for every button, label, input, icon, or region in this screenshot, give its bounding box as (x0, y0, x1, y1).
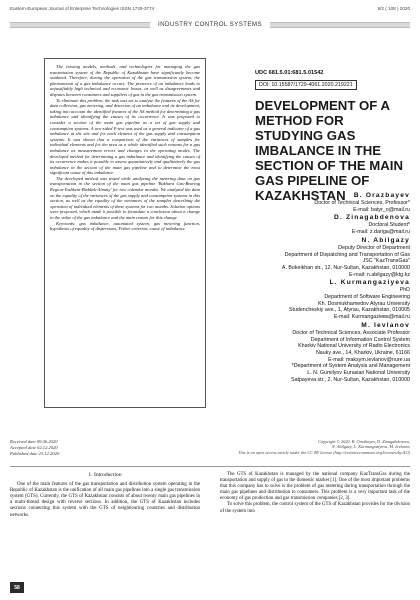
author-affiliation: Department of Software Engineering (324, 294, 410, 301)
author-affiliation: Doctor of Technical Sciences, Professor* (314, 200, 410, 206)
band-left (10, 22, 150, 28)
author-name: M. Ievlanov (361, 321, 410, 329)
author-name: D. Zinagabdenova (334, 214, 410, 222)
article-dates (10, 439, 59, 457)
author-email[interactable]: E-mail: n.abilgazy@ktg.kz (348, 271, 410, 278)
running-header (10, 6, 410, 11)
keywords: Keywords: gas imbalance, automated system, gas metering function, hypothesis of equality of dispersions, Fisher criterion, cause of imbalance (50, 220, 200, 232)
copyright-line: N. Abilgazy, L. Kurmangaziyeva, M. Ievlanov (331, 444, 410, 450)
copyright-line: Copyright © 2020, B. Orazbayev, D. Zinagabdenova, (318, 439, 410, 444)
body-paragraph: To solve this problem, the control system of the GTS of Kazakhstan provides for the division of the system into (220, 502, 410, 514)
author-block (218, 237, 410, 279)
author-email[interactable]: E-mail: Kurmangaziева@mail.ru (333, 314, 410, 321)
journal-name: Eastern-European Journal of Enterprise Technologies ISSN 1729-3774 (10, 6, 155, 11)
author-list (218, 192, 410, 384)
author-affiliation: Deputy Director of Department (338, 244, 410, 251)
author-address: Studencheskiy ave., 1, Atyrau, Kazakhstan, 010005 (288, 307, 410, 314)
author-block (218, 214, 410, 235)
author-block (218, 279, 410, 321)
author-affiliation: PhD (399, 287, 410, 294)
issue-number: 6/2 ( 108 ) 2020 (377, 6, 410, 11)
copyright-notice (215, 439, 410, 455)
body-column-right (220, 472, 410, 515)
author-email[interactable]: E-mail: maksym.ievlanov@nure.ua (328, 356, 410, 363)
author-affiliation: JSC "KazTransGas" (362, 258, 410, 265)
author-affiliation: Department of Dispatching and Transportation of Gas (284, 251, 410, 258)
author-name: B. Orazbayev (353, 192, 410, 199)
author-affiliation: Doctoral Student* (368, 222, 410, 229)
abstract-box (44, 58, 206, 408)
author-email[interactable]: E-mail: batyr_o@mail.ru (353, 206, 410, 213)
abstract-paragraph: The developed method was tested while analyzing the metering data on gas transportation in the section of the main gas pipeline 'Bukhara Gas-Bearing Region-Tashkent-Bishkek-Almaty' for two calendar months. We analyzed the data on the equality of the variances of the gas supply and consumption systems in this section, as well as the equality of the variances of the samples describing the operation of individual elements of these systems for two months. Solution options were proposed, which made it possible to formulate a conclusion about a change in the value of the gas imbalance and the main reason for this change (50, 175, 200, 221)
band-right (270, 22, 410, 28)
published-date: Published date 23.12.2020 (10, 451, 60, 456)
page-number: 58 (10, 582, 24, 593)
received-date: Received date 09.06.2020 (10, 439, 58, 444)
article-title: DEVELOPMENT OF A METHOD FOR STUDYING GAS IMBALANCE IN THE SECTION OF THE MAIN GAS PIPELINE OF KAZAKHSTAN (255, 98, 403, 203)
license-line[interactable]: This is an open access article under the CC BY license (http://creativecommons.org/licenses/by/4.0) (238, 449, 410, 455)
abstract-paragraph: The existing models, methods, and technologies for managing the gas transmission system of the Republic of Kazakhstan have significantly become outdated. Therefore, during the operation of the gas transmission system, the phenomenon of a gas imbalance occurs. The presence of an imbalance leads to unjustifiably high technical and economic losses, as well as disagreements and disputes between consumers and suppliers of gas in the gas transmission system. (50, 64, 200, 97)
author-address: A. Bokeikhan str., 12, Nur-Sultan, Kazakhstan, 010000 (281, 264, 410, 271)
abstract-paragraph: To eliminate this problem, the task was set to analyze the features of the AS for data collection, gas metering, and detection of an imbalance and its development, taking into account the identified features of the AS method for determining a gas imbalance and identifying the causes of its occurrence. It was proposed to consider a section of the main gas pipeline as a set of gas supply and consumption systems. A two-sided F-test was used as a general indicator of a gas imbalance at the site and for each element of the gas supply and consumption systems. It was shown that a comparison of the variances of samples for individual elements and for the area as a whole identified such reasons for a gas imbalance as measurement errors and changes in the operating modes. The developed method for determining a gas imbalance and identifying the causes of its occurrence makes it possible to assess quantitatively and qualitatively the gas imbalance in the section of the main gas pipeline and to determine the most significant cause of this imbalance. (50, 97, 200, 176)
section-title: INDUSTRY CONTROL SYSTEMS (157, 21, 263, 28)
author-email[interactable]: E-mail: z.dariga@mail.ru (351, 229, 410, 236)
author-block (218, 322, 410, 384)
author-affiliation: L. N. Gumilyov Eurasian National University (307, 370, 410, 377)
author-block (218, 192, 410, 213)
author-affiliation: Department of Information Control System (310, 336, 410, 343)
udc-code: UDC 681.5.01:681.5.01542 (255, 70, 324, 76)
divider (10, 466, 410, 467)
author-affiliation: Kharkiv National University of Radio Electronics (298, 343, 410, 350)
doi-link[interactable]: DOI: 10.15587/1729-4061.2020.219221 (255, 80, 357, 90)
accepted-date: Accepted date 02.12.2020 (10, 445, 58, 450)
author-name: L. Kurmangaziyeva (329, 279, 410, 287)
section-band (10, 19, 410, 30)
author-affiliation: Doctor of Technical Sciences, Associate Professor (292, 329, 410, 336)
body-paragraph: The GTS of Kazakhstan is managed by the national company KazTransGas during the transportation and supply of gas to the domestic market [1]. One of the most important problems that this company has to solve is the problem of gas metering during transportation through the main gas pipelines and distribution to consumers. This problem is a very important task of the economy of gas production and gas transmission companies [2, 3]. (220, 472, 410, 502)
section-heading: 1. Introduction (88, 472, 122, 478)
author-address: Nauky ave., 14, Kharkiv, Ukraine, 61166 (315, 349, 410, 356)
body-paragraph: One of the main features of the gas transportation and distribution system operating in the Republic of Kazakhstan is the unification of all main gas pipelines into a single gas transmission system (GTS). Currently, the GTS of Kazakhstan consists of about twenty main gas pipelines in a multi-thread design with reverse sections. In addition, the GTS of Kazakhstan includes sections connecting this system with the GTS of neighbouring countries and distribution networks. (10, 482, 200, 518)
author-address: Satpayeva str., 2, Nur-Sultan, Kazakhstan, 010000 (291, 376, 410, 383)
author-name: N. Abilgazy (361, 236, 410, 244)
body-column-left (10, 472, 200, 519)
author-affiliation: *Department of System Analysis and Management (291, 363, 410, 370)
author-affiliation: Kh. Dosmukhamedov Atyrau University (318, 300, 410, 307)
